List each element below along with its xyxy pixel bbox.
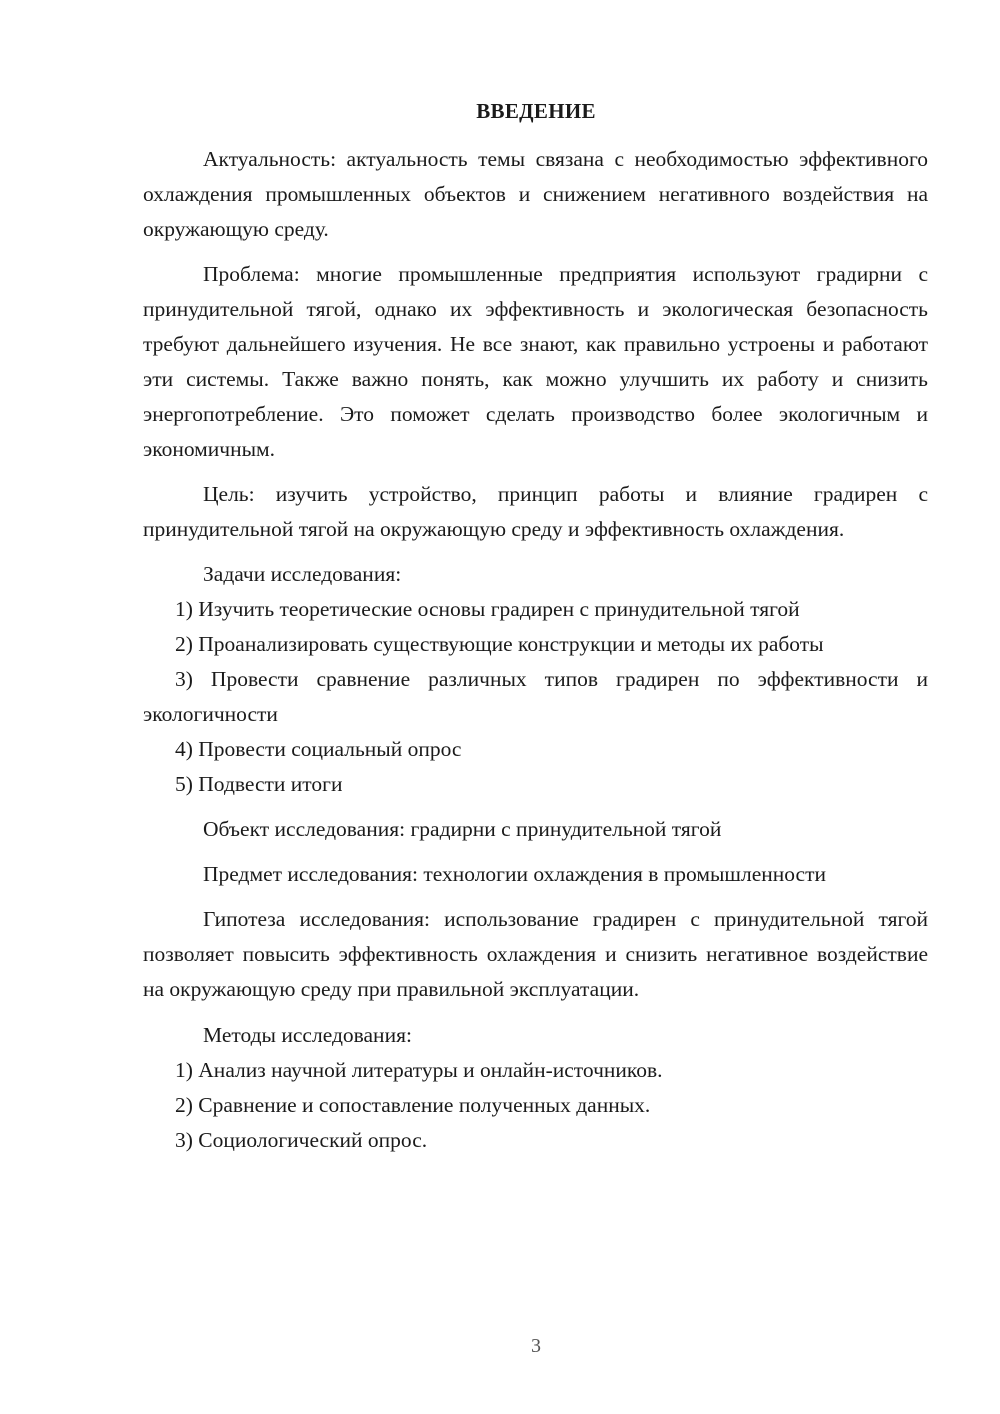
goal-paragraph: Цель: изучить устройство, принцип работы и влияние градирен с принудительной тягой на окружающую среду и эффективность охлаждения. (143, 482, 928, 541)
list-item: 1) Изучить теоретические основы градирен с принудительной тягой (175, 597, 800, 621)
document-body (143, 142, 928, 1158)
list-item: 5) Подвести итоги (175, 772, 343, 796)
problem-paragraph: Проблема: многие промышленные предприятия используют градирни с принудительной тягой, однако их эффективность и экологическая безопасность требуют дальнейшего изучения. Не все знают, как правильно устроены и работают эти системы. Также важно понять, как можно улучшить их работу и снизить энергопотребление. Это поможет сделать производство более экологичным и экономичным. (143, 262, 928, 461)
list-item: 3) Провести сравнение различных типов градирен по эффективности и экологичности (143, 667, 928, 726)
tasks-list (143, 592, 928, 802)
relevance-paragraph: Актуальность: актуальность темы связана с необходимостью эффективного охлаждения промышленных объектов и снижением негативного воздействия на окружающую среду. (143, 147, 928, 241)
list-item: 2) Сравнение и сопоставление полученных данных. (175, 1093, 651, 1117)
methods-heading: Методы исследования: (203, 1023, 412, 1047)
list-item: 4) Провести социальный опрос (175, 737, 462, 761)
object-paragraph: Объект исследования: градирни с принудительной тягой (203, 817, 722, 841)
list-item: 2) Проанализировать существующие конструкции и методы их работы (175, 632, 824, 656)
page-title: ВВЕДЕНИЕ (476, 99, 596, 123)
list-item: 3) Социологический опрос. (175, 1128, 428, 1152)
tasks-heading: Задачи исследования: (203, 562, 402, 586)
subject-paragraph: Предмет исследования: технологии охлаждения в промышленности (203, 862, 826, 886)
list-item: 1) Анализ научной литературы и онлайн-источников. (175, 1058, 663, 1082)
hypothesis-paragraph: Гипотеза исследования: использование градирен с принудительной тягой позволяет повысить эффективность охлаждения и снизить негативное воздействие на окружающую среду при правильной эксплуатации. (143, 907, 928, 1001)
page-number: 3 (531, 1335, 541, 1357)
methods-list (143, 1053, 928, 1158)
